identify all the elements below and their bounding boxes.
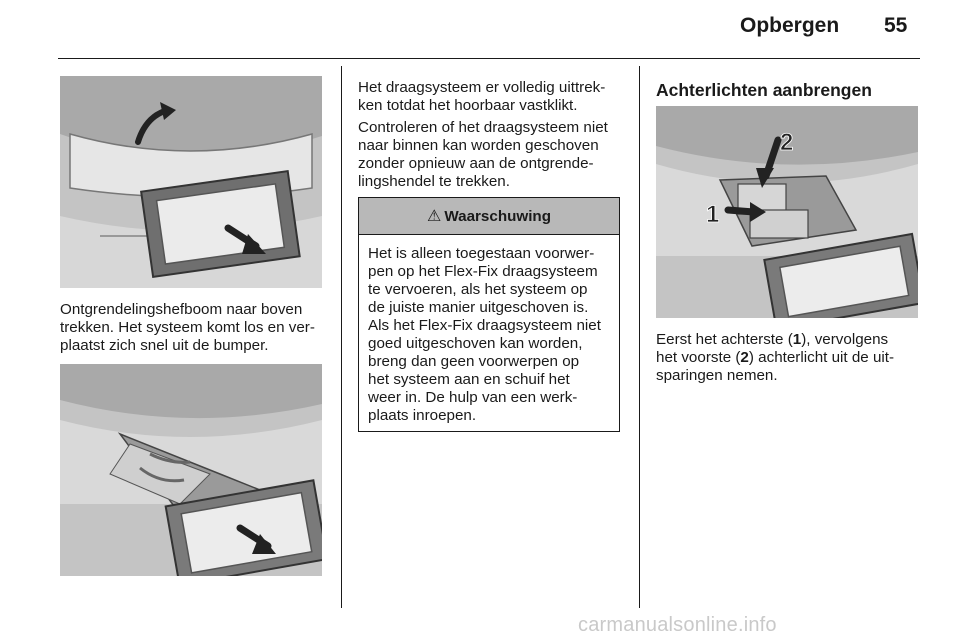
warning-line: te vervoeren, als het systeem op <box>368 281 588 298</box>
illustration-taillights <box>656 106 918 318</box>
watermark: carmanualsonline.info <box>578 614 777 636</box>
caption-line: het voorste (2) achterlicht uit de uit- <box>656 349 895 366</box>
release-lever-drawing <box>60 76 322 288</box>
text-line: zonder opnieuw aan de ontgrende- <box>358 155 594 172</box>
text-line: Het draagsysteem er volledig uittrek- <box>358 79 606 96</box>
caption-line: Ontgrendelingshefboom naar boven <box>60 301 303 318</box>
warning-line: het systeem aan en schuif het <box>368 371 570 388</box>
page-number: 55 <box>884 14 908 37</box>
caption-taillights <box>656 331 926 385</box>
header-divider <box>58 58 920 59</box>
warning-line: plaats inroepen. <box>368 407 477 424</box>
column-divider-2 <box>639 66 640 608</box>
warning-line: Het is alleen toegestaan voorwer- <box>368 245 595 262</box>
text-line: ken totdat het hoorbaar vastklikt. <box>358 97 578 114</box>
warning-line: breng dan geen voorwerpen op <box>368 353 580 370</box>
warning-line: weer in. De hulp van een werk- <box>368 389 578 406</box>
carrier-extended-drawing <box>60 364 322 576</box>
text-line: naar binnen kan worden geschoven <box>358 137 599 154</box>
callout-2: 2 <box>780 129 794 156</box>
warning-line: pen op het Flex-Fix draagsysteem <box>368 263 598 280</box>
page-title: Opbergen <box>740 14 840 37</box>
callout-1: 1 <box>706 201 720 228</box>
caption-line: sparingen nemen. <box>656 367 778 384</box>
warning-header <box>359 198 619 235</box>
text-line: lingshendel te trekken. <box>358 173 510 190</box>
section-heading: Achterlichten aanbrengen <box>656 80 872 100</box>
caption-line: trekken. Het systeem komt los en ver- <box>60 319 315 336</box>
illustration-release-lever <box>60 76 322 288</box>
caption-line: Eerst het achterste (1), vervolgens <box>656 331 889 348</box>
warning-line: Als het Flex-Fix draagsysteem niet <box>368 317 601 334</box>
caption-line: plaatst zich snel uit de bumper. <box>60 337 269 354</box>
warning-line: de juiste manier uitgeschoven is. <box>368 299 589 316</box>
column-divider-1 <box>341 66 342 608</box>
warning-body <box>359 235 619 425</box>
caption-release-lever <box>60 301 340 355</box>
paragraph-pull-out <box>358 79 626 115</box>
warning-line: goed uitgeschoven kan worden, <box>368 335 583 352</box>
paragraph-check <box>358 119 626 191</box>
warning-triangle-icon: ⚠ <box>427 208 442 225</box>
text-line: Controleren of het draagsysteem niet <box>358 119 608 136</box>
warning-title: Waarschuwing <box>444 207 551 225</box>
illustration-carrier-extended <box>60 364 322 576</box>
warning-box <box>358 197 620 432</box>
taillights-drawing <box>656 106 918 318</box>
